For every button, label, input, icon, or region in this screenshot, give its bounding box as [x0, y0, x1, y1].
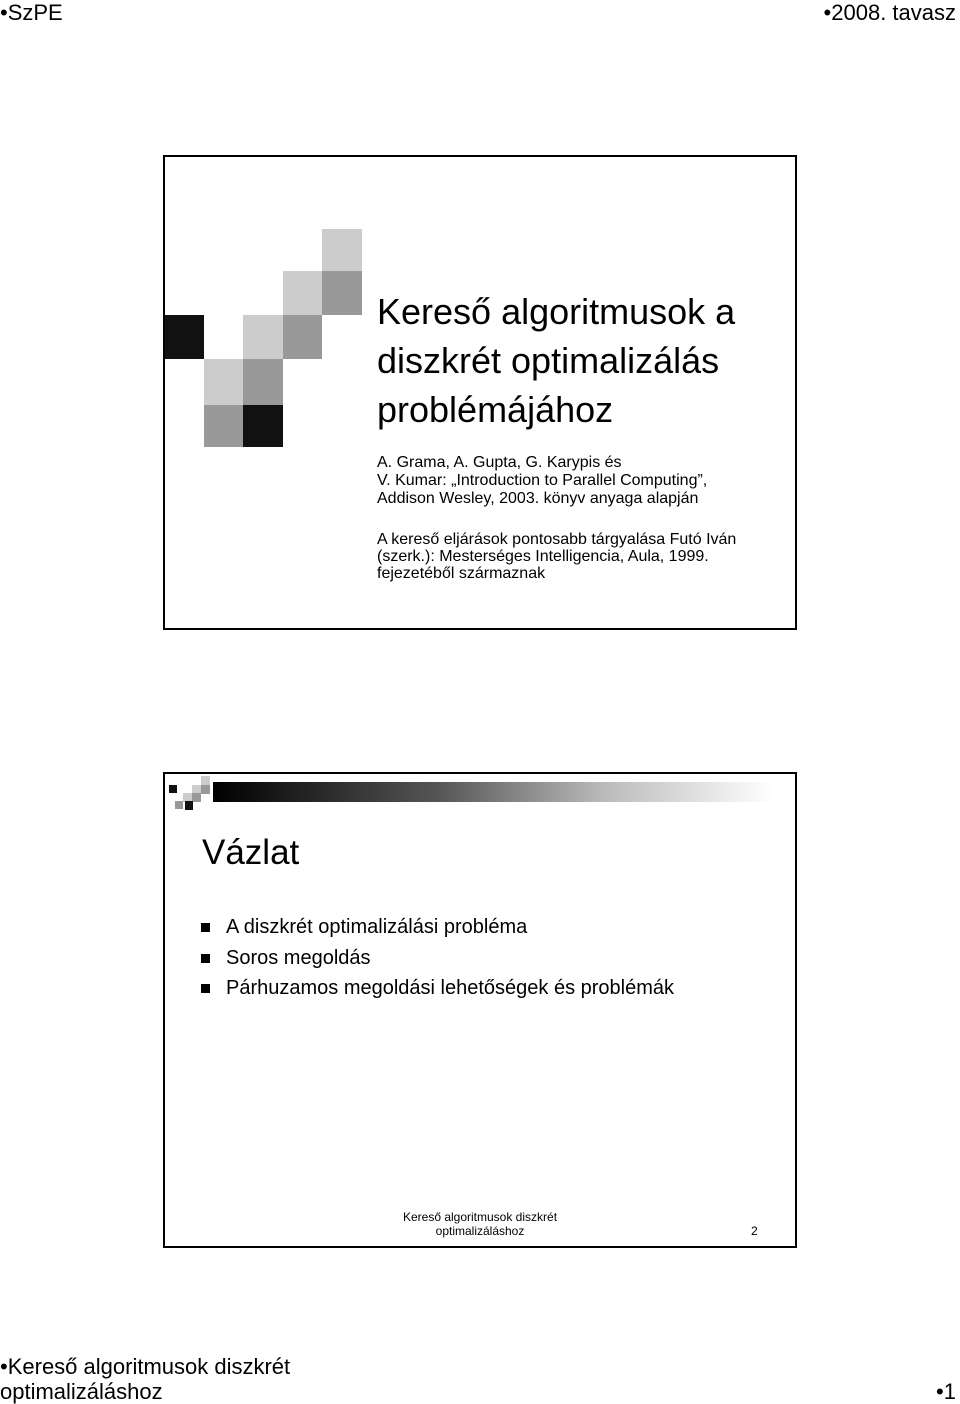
list-item-text: Soros megoldás: [226, 946, 371, 969]
list-item: [201, 943, 674, 974]
page-number: • 1: [936, 1379, 956, 1404]
slide-title-line: problémájához: [377, 389, 614, 430]
decor-square: [243, 315, 283, 359]
decor-square: [169, 785, 177, 793]
list-item: [201, 912, 674, 943]
header-left: • SzPE: [0, 0, 63, 26]
slide-footer-line: optimalizáláshoz: [435, 1224, 525, 1238]
decor-square: [243, 405, 283, 447]
header-right: • 2008. tavasz: [824, 0, 956, 26]
note-line: fejezetéből származnak: [377, 565, 546, 582]
decor-square: [283, 315, 322, 359]
decor-square: [201, 776, 210, 785]
slide-note: [377, 531, 797, 582]
list-item: [201, 973, 674, 1004]
slide-title: [377, 287, 787, 434]
slide-2: [163, 772, 797, 1248]
page-footer: [0, 1354, 290, 1404]
decor-square: [201, 785, 210, 794]
decor-square: [322, 229, 362, 271]
list-item-text: Párhuzamos megoldási lehetőségek és problémák: [226, 977, 675, 999]
decor-square: [204, 359, 243, 405]
bullet-square-icon: [201, 923, 210, 932]
decor-square: [192, 793, 201, 802]
decor-square: [243, 359, 283, 405]
slide-title: Vázlat: [202, 833, 300, 872]
bullet-square-icon: [201, 954, 210, 963]
note-line: A kereső eljárások pontosabb tárgyalása Futó Iván: [377, 531, 737, 548]
page-footer-line: optimalizáláshoz: [0, 1379, 163, 1404]
slide-footer-line: Kereső algoritmusok diszkrét: [402, 1210, 558, 1224]
slide-authors: [377, 454, 787, 508]
gradient-bar: [213, 782, 773, 802]
slide-title-line: diszkrét optimalizálás: [377, 340, 720, 381]
decor-square: [322, 271, 362, 315]
decor-square: [185, 801, 193, 810]
slide-1: [163, 155, 797, 630]
authors-line: V. Kumar: „Introduction to Parallel Computing”,: [377, 472, 708, 489]
page-footer-line: • Kereső algoritmusok diszkrét: [0, 1354, 290, 1379]
note-line: (szerk.): Mesterséges Intelligencia, Aula, 1999.: [377, 548, 709, 565]
bullet-square-icon: [201, 984, 210, 993]
slide-page-number: 2: [751, 1224, 758, 1238]
list-item-text: A diszkrét optimalizálási probléma: [226, 916, 528, 938]
authors-line: A. Grama, A. Gupta, G. Karypis és: [377, 454, 622, 471]
decor-square: [204, 405, 243, 447]
slide-footer: [365, 1210, 595, 1238]
authors-line: Addison Wesley, 2003. könyv anyaga alapján: [377, 490, 699, 507]
decor-square: [283, 271, 322, 315]
slide-title-line: Kereső algoritmusok a: [377, 291, 736, 332]
decor-square: [175, 801, 183, 809]
decor-square: [165, 315, 204, 359]
bullet-list: [201, 912, 674, 1004]
